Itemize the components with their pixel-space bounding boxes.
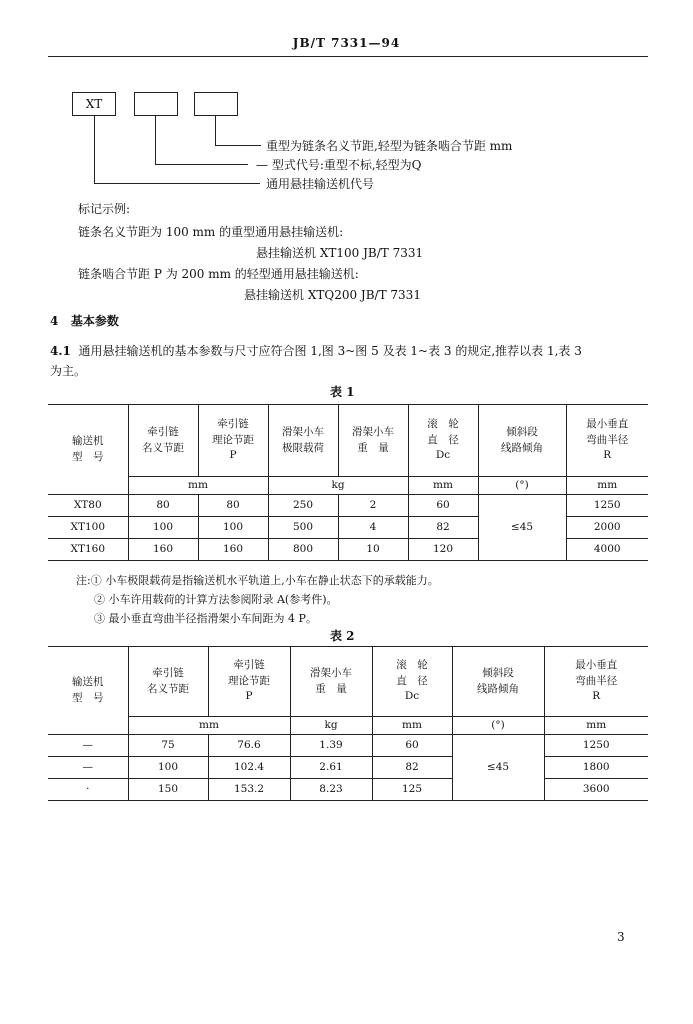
clause-text-line1: 通用悬挂输送机的基本参数与尺寸应符合图 1,图 3~图 5 及表 1~表 3 的规定,推荐以表 1,表 3 xyxy=(78,344,582,358)
cell-limit-load: 250 xyxy=(268,495,338,517)
table1-caption: 表 1 xyxy=(330,385,355,399)
cell-nominal-pitch: 80 xyxy=(128,495,198,517)
unit-dc: mm xyxy=(408,477,478,495)
cell-incline-angle: ≤45 xyxy=(478,495,566,561)
header-rule xyxy=(48,56,648,57)
unit-kg: kg xyxy=(290,717,372,735)
cell-trolley-weight: 1.39 xyxy=(290,735,372,757)
table2-caption: 表 2 xyxy=(330,629,355,643)
unit-mm: mm xyxy=(128,717,290,735)
col-header-model: 输送机 型 号 xyxy=(48,647,128,735)
cell-roller-diameter: 82 xyxy=(372,757,452,779)
col-header-nominal-pitch: 牵引链 名义节距 xyxy=(128,405,198,477)
cell-bend-radius: 4000 xyxy=(566,539,648,561)
table-row xyxy=(48,495,648,517)
table-2 xyxy=(48,646,648,801)
cell-limit-load: 500 xyxy=(268,517,338,539)
cell-nominal-pitch: 150 xyxy=(128,779,208,801)
cell-incline-angle: ≤45 xyxy=(452,735,544,801)
cell-model: — xyxy=(48,757,128,779)
code-box-pitch xyxy=(194,92,238,116)
col-header-limit-load: 滑架小车 极限载荷 xyxy=(268,405,338,477)
connector-line xyxy=(215,145,261,146)
col-header-bend-radius: 最小垂直 弯曲半径 R xyxy=(544,647,648,717)
cell-nominal-pitch: 100 xyxy=(128,517,198,539)
cell-model: · xyxy=(48,779,128,801)
table-1 xyxy=(48,404,648,561)
cell-model: XT100 xyxy=(48,517,128,539)
cell-trolley-weight: 8.23 xyxy=(290,779,372,801)
note-3: ③ 最小垂直弯曲半径指滑架小车间距为 4 P。 xyxy=(94,612,317,625)
unit-mm: mm xyxy=(128,477,268,495)
unit-angle: (°) xyxy=(452,717,544,735)
cell-trolley-weight: 2 xyxy=(338,495,408,517)
clause-number: 4.1 xyxy=(50,344,71,358)
code-desc-pitch: 重型为链条名义节距,轻型为链条啮合节距 mm xyxy=(266,139,513,153)
note-1: 注:① 小车极限载荷是指输送机水平轨道上,小车在静止状态下的承载能力。 xyxy=(76,574,439,587)
cell-bend-radius: 2000 xyxy=(566,517,648,539)
unit-r: mm xyxy=(544,717,648,735)
table-row xyxy=(48,779,648,801)
note-2: ② 小车许用载荷的计算方法参阅附录 A(参考件)。 xyxy=(94,593,338,606)
col-header-nominal-pitch: 牵引链 名义节距 xyxy=(128,647,208,717)
code-desc-type-text: 型式代号:重型不标,轻型为Q xyxy=(271,158,422,172)
cell-theoretical-pitch: 76.6 xyxy=(208,735,290,757)
cell-theoretical-pitch: 153.2 xyxy=(208,779,290,801)
table-header-row xyxy=(48,405,648,477)
cell-theoretical-pitch: 80 xyxy=(198,495,268,517)
example1-mark: 悬挂输送机 XT100 JB/T 7331 xyxy=(256,246,424,260)
code-box-type xyxy=(134,92,178,116)
section-title: 基本参数 xyxy=(70,314,119,328)
table-row xyxy=(48,735,648,757)
col-header-bend-radius: 最小垂直 弯曲半径 R xyxy=(566,405,648,477)
clause-4-1 xyxy=(50,342,582,359)
cell-theoretical-pitch: 102.4 xyxy=(208,757,290,779)
cell-model: XT80 xyxy=(48,495,128,517)
table-units-row xyxy=(48,717,648,735)
connector-line xyxy=(155,164,248,165)
cell-trolley-weight: 10 xyxy=(338,539,408,561)
cell-nominal-pitch: 75 xyxy=(128,735,208,757)
cell-limit-load: 800 xyxy=(268,539,338,561)
cell-roller-diameter: 60 xyxy=(408,495,478,517)
cell-nominal-pitch: 100 xyxy=(128,757,208,779)
table-header-row xyxy=(48,647,648,717)
connector-line xyxy=(94,183,260,184)
connector-line xyxy=(94,116,95,183)
cell-bend-radius: 1800 xyxy=(544,757,648,779)
col-header-incline-angle: 倾斜段 线路倾角 xyxy=(478,405,566,477)
example2-mark: 悬挂输送机 XTQ200 JB/T 7331 xyxy=(244,288,421,302)
cell-bend-radius: 1250 xyxy=(566,495,648,517)
col-header-model: 输送机 型 号 xyxy=(48,405,128,495)
connector-line xyxy=(155,116,156,164)
cell-bend-radius: 3600 xyxy=(544,779,648,801)
cell-bend-radius: 1250 xyxy=(544,735,648,757)
cell-theoretical-pitch: 160 xyxy=(198,539,268,561)
section-heading xyxy=(50,312,119,329)
cell-model: XT160 xyxy=(48,539,128,561)
example1-desc: 链条名义节距为 100 mm 的重型通用悬挂输送机: xyxy=(78,225,344,239)
unit-r: mm xyxy=(566,477,648,495)
cell-roller-diameter: 82 xyxy=(408,517,478,539)
cell-roller-diameter: 125 xyxy=(372,779,452,801)
document-header: JB/T 7331—94 xyxy=(292,36,401,50)
cell-trolley-weight: 2.61 xyxy=(290,757,372,779)
table-row xyxy=(48,757,648,779)
col-header-roller-diameter: 滚 轮 直 径 Dc xyxy=(408,405,478,477)
page-number: 3 xyxy=(617,930,625,944)
example2-desc: 链条啮合节距 P 为 200 mm 的轻型通用悬挂输送机: xyxy=(78,267,359,281)
unit-dc: mm xyxy=(372,717,452,735)
col-header-theoretical-pitch: 牵引链 理论节距 P xyxy=(208,647,290,717)
unit-kg: kg xyxy=(268,477,408,495)
cell-roller-diameter: 120 xyxy=(408,539,478,561)
cell-theoretical-pitch: 100 xyxy=(198,517,268,539)
connector-line xyxy=(215,116,216,145)
cell-trolley-weight: 4 xyxy=(338,517,408,539)
col-header-theoretical-pitch: 牵引链 理论节距 P xyxy=(198,405,268,477)
section-number: 4 xyxy=(50,314,59,328)
col-header-roller-diameter: 滚 轮 直 径 Dc xyxy=(372,647,452,717)
code-desc-type: — 型式代号:重型不标,轻型为Q xyxy=(256,158,422,172)
code-desc-product: 通用悬挂输送机代号 xyxy=(266,177,375,191)
mark-example-label: 标记示例: xyxy=(78,202,131,216)
clause-text-line2: 为主。 xyxy=(50,364,87,378)
unit-angle: (°) xyxy=(478,477,566,495)
cell-nominal-pitch: 160 xyxy=(128,539,198,561)
cell-model: — xyxy=(48,735,128,757)
col-header-trolley-weight: 滑架小车 重 量 xyxy=(290,647,372,717)
cell-roller-diameter: 60 xyxy=(372,735,452,757)
col-header-incline-angle: 倾斜段 线路倾角 xyxy=(452,647,544,717)
code-box-prefix: XT xyxy=(72,92,116,116)
table-units-row xyxy=(48,477,648,495)
col-header-trolley-weight: 滑架小车 重 量 xyxy=(338,405,408,477)
